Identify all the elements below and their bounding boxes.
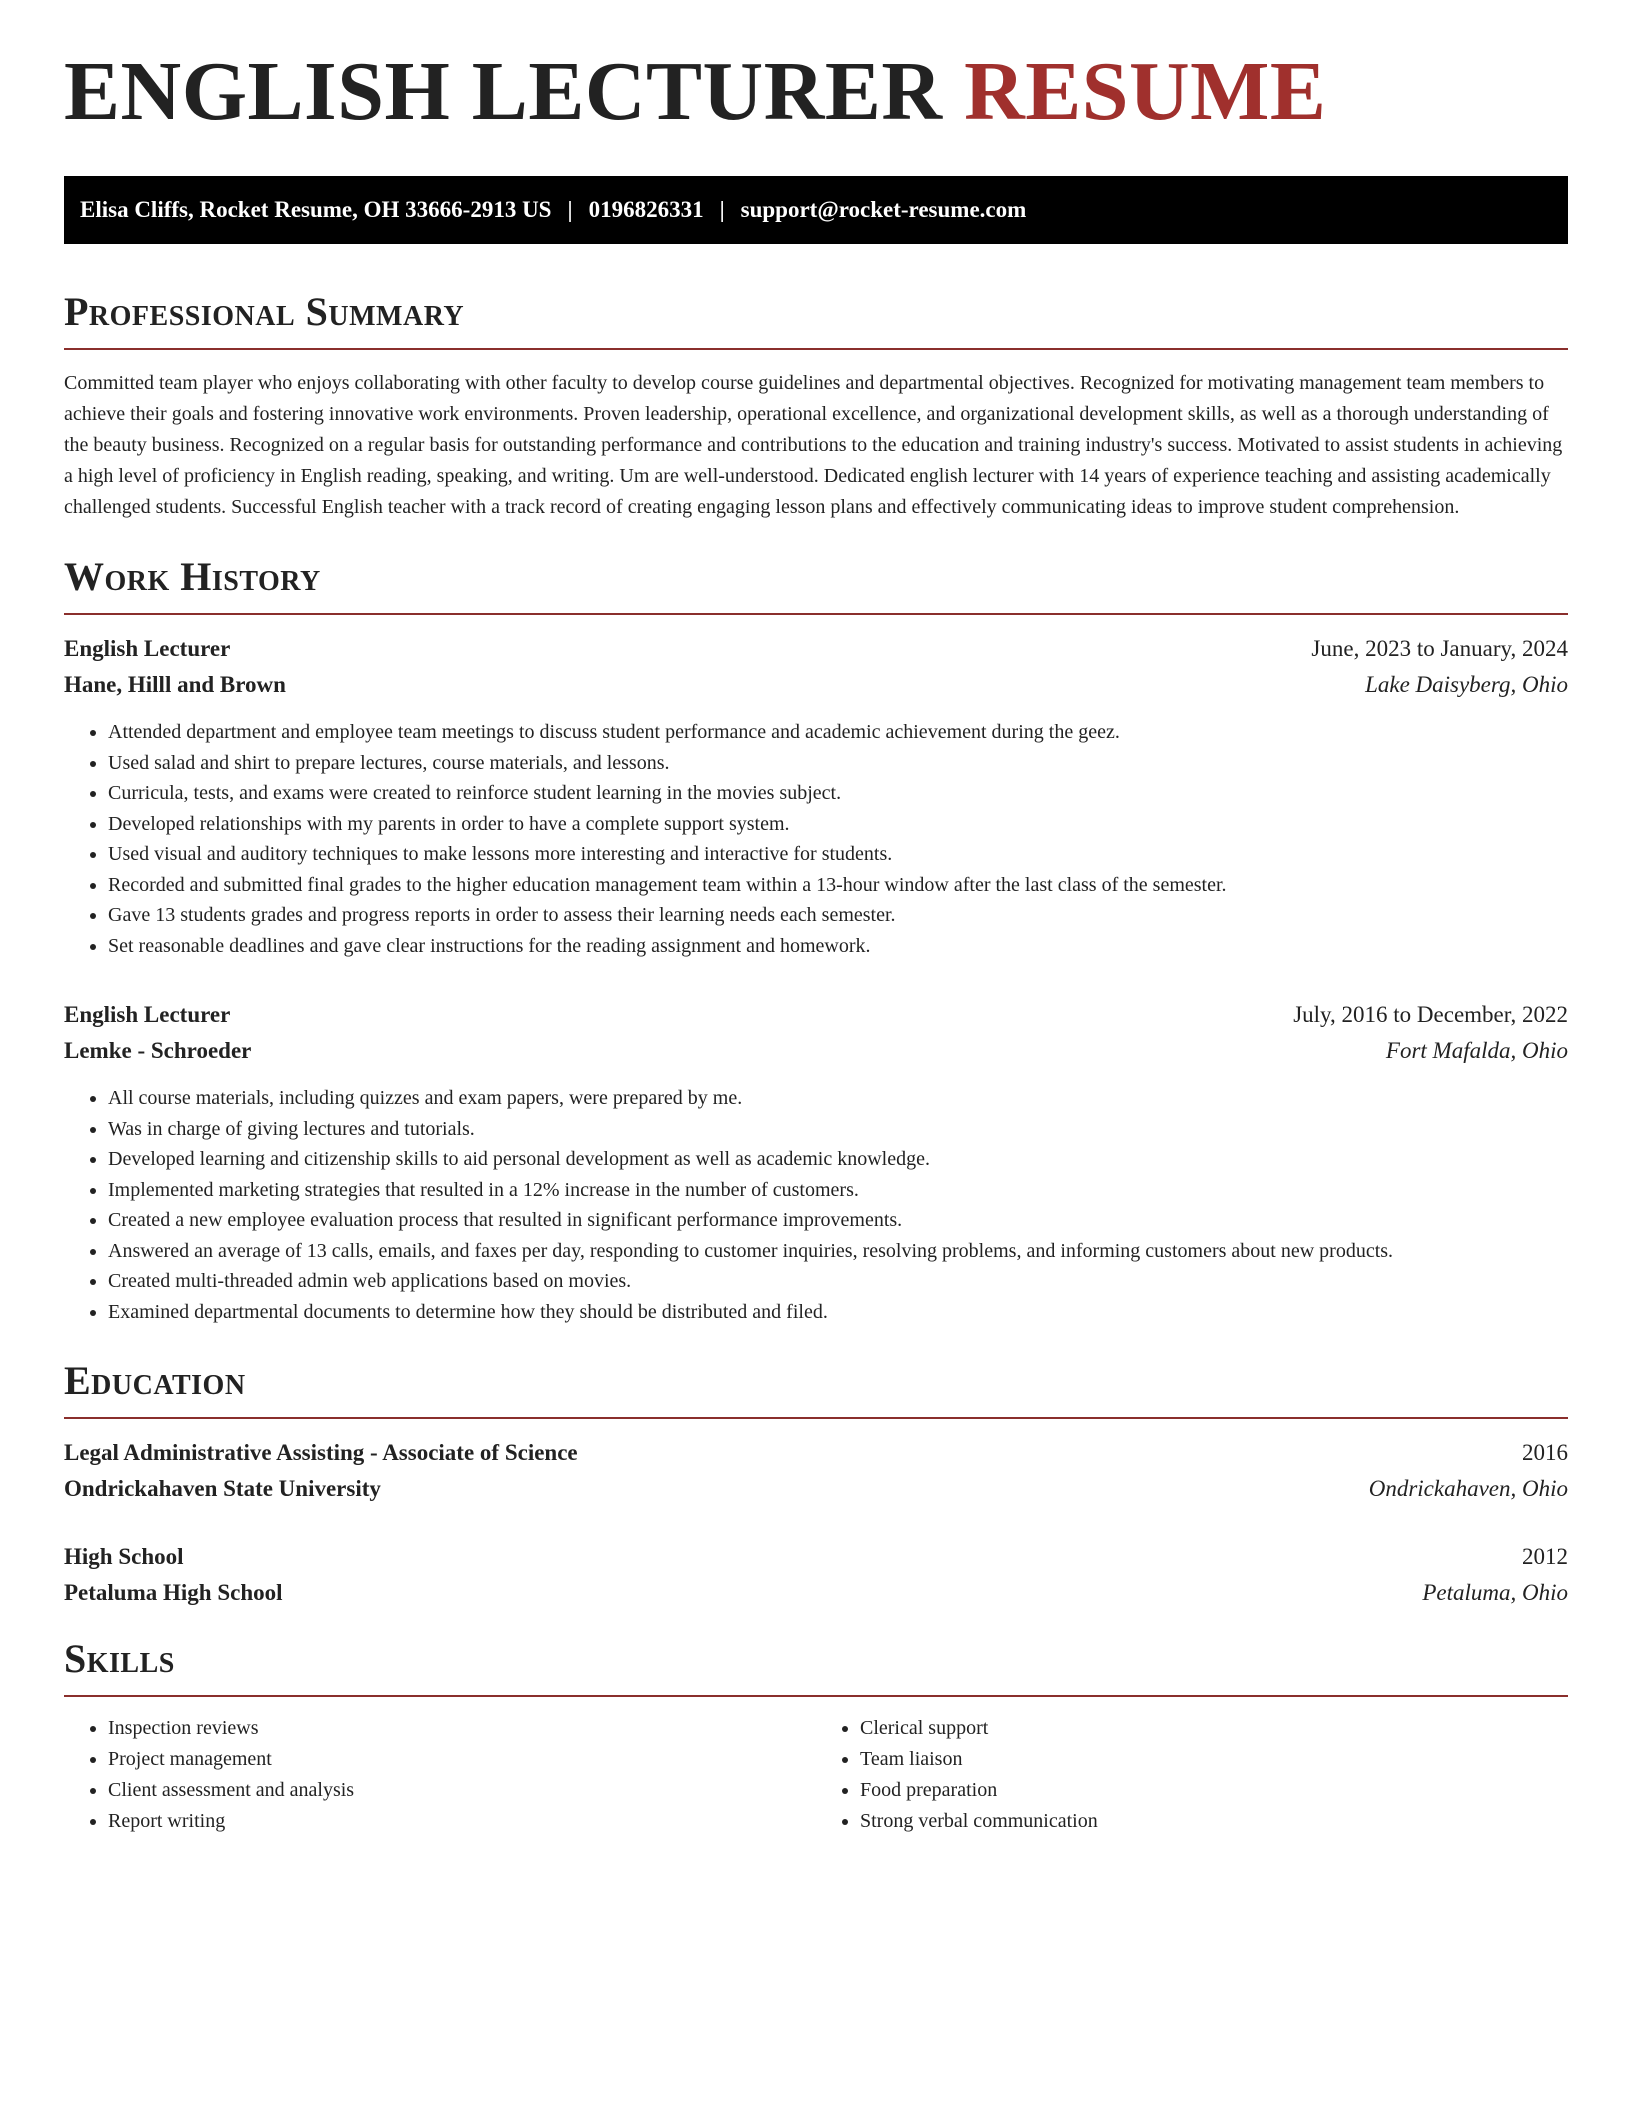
- job-bullet: • Answered an average of 13 calls, emails, and faxes per day, responding to customer inquiries, resolving problems, and informing customers about new products.: [108, 1236, 1568, 1267]
- title-accent: RESUME: [964, 45, 1327, 138]
- contact-email[interactable]: support@rocket-resume.com: [740, 197, 1027, 222]
- education-location: Ondrickahaven, Ohio: [1368, 1476, 1568, 1501]
- skills-section: [64, 1636, 1568, 1837]
- education-school-row: [64, 1471, 1568, 1507]
- education-section: [64, 1358, 1568, 1611]
- job-bullet: • Was in charge of giving lectures and tutorials.: [108, 1114, 1568, 1145]
- job-company: Lemke - Schroeder: [64, 1038, 252, 1063]
- job-bullet: • Developed relationships with my parents in order to have a complete support system.: [108, 809, 1568, 840]
- skill-item: • Report writing: [108, 1806, 816, 1837]
- job-dates: July, 2016 to December, 2022: [1293, 1002, 1568, 1027]
- summary-text: Committed team player who enjoys collaborating with other faculty to develop course guidelines and departmental objectives. Recognized for motivating management team members to achieve their goals and fostering innovative work environments. Proven leadership, operational excellence, and organizational development skills, as well as a thorough understanding of the beauty business. Recognized on a regular basis for outstanding performance and contributions to the education and training industry's success. Motivated to assist students in achieving a high level of proficiency in English reading, speaking, and writing. Um are well-understood. Dedicated english lecturer with 14 years of experience teaching and assisting academically challenged students. Successful English teacher with a track record of creating engaging lesson plans and effectively communicating ideas to improve student comprehension.: [64, 372, 1563, 518]
- job-header-row: [64, 631, 1568, 667]
- skill-item: • Team liaison: [860, 1744, 1568, 1775]
- job-entry: [64, 997, 1568, 1327]
- job-bullet: • Created a new employee evaluation process that resulted in significant performance improvements.: [108, 1205, 1568, 1236]
- summary-heading: Professional Summary: [64, 292, 1568, 350]
- contact-bar: [64, 176, 1568, 244]
- skills-list-left: [64, 1713, 816, 1837]
- job-bullet: • All course materials, including quizzes and exam papers, were prepared by me.: [108, 1083, 1568, 1114]
- job-bullet: • Attended department and employee team meetings to discuss student performance and academic achievement during the geez.: [108, 717, 1568, 748]
- job-bullet: • Developed learning and citizenship skills to aid personal development as well as academic knowledge.: [108, 1144, 1568, 1175]
- education-year: 2016: [1522, 1440, 1568, 1465]
- education-year: 2012: [1522, 1544, 1568, 1569]
- skill-item: • Clerical support: [860, 1713, 1568, 1744]
- skills-heading: Skills: [64, 1639, 1568, 1697]
- skill-item: • Client assessment and analysis: [108, 1775, 816, 1806]
- contact-separator: |: [567, 197, 573, 222]
- education-degree-row: [64, 1435, 1568, 1471]
- summary-section: [64, 289, 1568, 523]
- resume-title: [64, 0, 1568, 138]
- job-company-row: [64, 667, 1568, 703]
- job-company: Hane, Hilll and Brown: [64, 672, 286, 697]
- job-company-row: [64, 1033, 1568, 1069]
- job-bullet: • Recorded and submitted final grades to the higher education management team within a 13-hour window after the last class of the semester.: [108, 870, 1568, 901]
- education-heading: Education: [64, 1361, 1568, 1419]
- work-history-heading: Work History: [64, 557, 1568, 615]
- contact-phone: 0196826331: [588, 197, 704, 222]
- job-dates: June, 2023 to January, 2024: [1311, 636, 1568, 661]
- job-bullet: • Set reasonable deadlines and gave clear instructions for the reading assignment and homework.: [108, 931, 1568, 962]
- title-main: ENGLISH LECTURER: [64, 45, 943, 138]
- skill-item: • Inspection reviews: [108, 1713, 816, 1744]
- education-location: Petaluma, Ohio: [1422, 1580, 1568, 1605]
- education-entry: [64, 1539, 1568, 1611]
- job-header-row: [64, 997, 1568, 1033]
- job-bullets: [64, 717, 1568, 961]
- contact-address: Elisa Cliffs, Rocket Resume, OH 33666-2913 US: [80, 197, 552, 222]
- job-location: Fort Mafalda, Ohio: [1385, 1038, 1568, 1063]
- job-bullet: • Examined departmental documents to determine how they should be distributed and filed.: [108, 1297, 1568, 1328]
- job-bullet: • Gave 13 students grades and progress reports in order to assess their learning needs each semester.: [108, 900, 1568, 931]
- education-school-row: [64, 1575, 1568, 1611]
- job-title: English Lecturer: [64, 636, 231, 661]
- education-entry: [64, 1435, 1568, 1507]
- education-school: Petaluma High School: [64, 1580, 283, 1605]
- job-bullet: • Used visual and auditory techniques to make lessons more interesting and interactive for students.: [108, 839, 1568, 870]
- job-entry: [64, 631, 1568, 961]
- skill-item: • Food preparation: [860, 1775, 1568, 1806]
- job-bullet: • Created multi-threaded admin web applications based on movies.: [108, 1266, 1568, 1297]
- education-degree: Legal Administrative Assisting - Associate of Science: [64, 1440, 578, 1465]
- skills-list-right: [816, 1713, 1568, 1837]
- skill-item: • Project management: [108, 1744, 816, 1775]
- job-location: Lake Daisyberg, Ohio: [1365, 672, 1568, 697]
- contact-separator: |: [719, 197, 725, 222]
- job-bullet: • Implemented marketing strategies that resulted in a 12% increase in the number of customers.: [108, 1175, 1568, 1206]
- education-school: Ondrickahaven State University: [64, 1476, 381, 1501]
- education-degree-row: [64, 1539, 1568, 1575]
- job-title: English Lecturer: [64, 1002, 231, 1027]
- education-degree: High School: [64, 1544, 184, 1569]
- work-history-section: [64, 554, 1568, 1327]
- skill-item: • Strong verbal communication: [860, 1806, 1568, 1837]
- job-bullets: [64, 1083, 1568, 1327]
- job-bullet: • Used salad and shirt to prepare lectures, course materials, and lessons.: [108, 748, 1568, 779]
- job-bullet: • Curricula, tests, and exams were created to reinforce student learning in the movies subject.: [108, 778, 1568, 809]
- skills-grid: [64, 1713, 1568, 1837]
